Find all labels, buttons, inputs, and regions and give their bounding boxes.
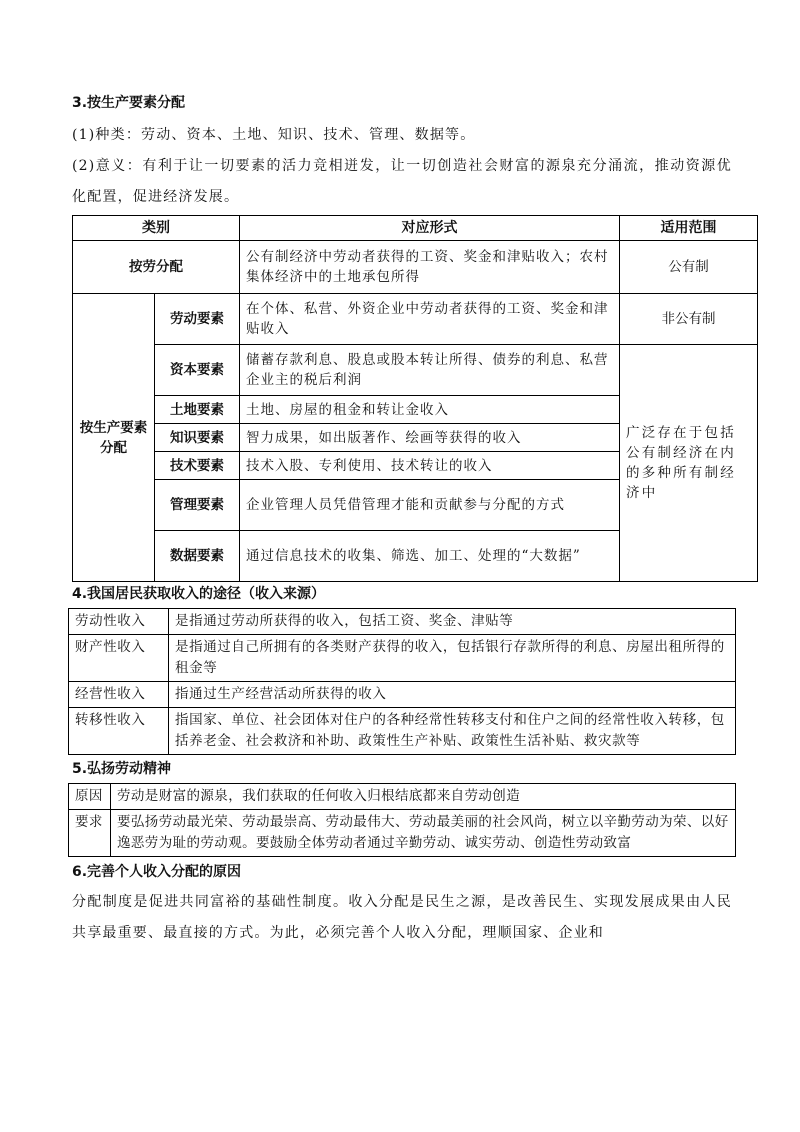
section6-heading: 6.完善个人收入分配的原因	[72, 864, 242, 880]
spirit-desc: 要弘扬劳动最光荣、劳动最崇高、劳动最伟大、劳动最美丽的社会风尚，树立以辛勤劳动为荣、以好逸恶劳为耻的劳动观。要鼓励全体劳动者通过辛勤劳动、诚实劳动、创造性劳动致富	[111, 810, 736, 857]
factor-form: 储蓄存款利息、股息或股本转让所得、债券的利息、私营企业主的税后利润	[240, 345, 620, 396]
factor-form: 在个体、私营、外资企业中劳动者获得的工资、奖金和津贴收入	[240, 294, 620, 345]
table-row	[69, 708, 736, 755]
factor-form: 通过信息技术的收集、筛选、加工、处理的“大数据”	[240, 531, 620, 582]
income-desc: 指国家、单位、社会团体对住户的各种经常性转移支付和住户之间的经常性收入转移，包括养老金、社会救济和补助、政策性生产补贴、政策性生活补贴、救灾款等	[169, 708, 736, 755]
other-factor-scope: 广泛存在于包括公有制经济在内的多种所有制经济中	[620, 345, 758, 582]
distribution-table	[72, 215, 758, 582]
factor-name: 知识要素	[155, 424, 240, 452]
table-row	[73, 345, 758, 396]
table-header-row	[73, 216, 758, 241]
income-type: 财产性收入	[69, 635, 169, 682]
table-row	[73, 294, 758, 345]
header-category: 类别	[73, 216, 240, 241]
factor-name: 技术要素	[155, 452, 240, 480]
income-desc: 指通过生产经营活动所获得的收入	[169, 682, 736, 708]
section3-meaning: (2)意义：有利于让一切要素的活力竞相迸发，让一切创造社会财富的源泉充分涌流，推动资源优化配置，促进经济发展。	[72, 158, 732, 205]
factor-form: 智力成果，如出版著作、绘画等获得的收入	[240, 424, 620, 452]
factor-name: 管理要素	[155, 480, 240, 531]
income-type: 经营性收入	[69, 682, 169, 708]
table-row	[69, 784, 736, 810]
table-row	[69, 609, 736, 635]
income-desc: 是指通过劳动所获得的收入，包括工资、奖金、津贴等	[169, 609, 736, 635]
factor-form: 技术入股、专利使用、技术转让的收入	[240, 452, 620, 480]
labor-distribution-label: 按劳分配	[73, 241, 240, 294]
factor-distribution-label: 按生产要素分配	[73, 294, 155, 582]
spirit-desc: 劳动是财富的源泉，我们获取的任何收入归根结底都来自劳动创造	[111, 784, 736, 810]
labor-factor-scope: 非公有制	[620, 294, 758, 345]
table-row	[73, 241, 758, 294]
spirit-type: 原因	[69, 784, 111, 810]
factor-name: 数据要素	[155, 531, 240, 582]
labor-distribution-scope: 公有制	[620, 241, 758, 294]
document-page	[72, 92, 736, 949]
factor-form: 企业管理人员凭借管理才能和贡献参与分配的方式	[240, 480, 620, 531]
income-type: 转移性收入	[69, 708, 169, 755]
income-source-table	[68, 608, 736, 755]
income-desc: 是指通过自己所拥有的各类财产获得的收入，包括银行存款所得的利息、房屋出租所得的租金等	[169, 635, 736, 682]
spirit-type: 要求	[69, 810, 111, 857]
labor-distribution-form: 公有制经济中劳动者获得的工资、奖金和津贴收入；农村集体经济中的土地承包所得	[240, 241, 620, 294]
labor-spirit-table	[68, 783, 736, 857]
factor-name: 资本要素	[155, 345, 240, 396]
table-row	[69, 810, 736, 857]
section5-heading: 5.弘扬劳动精神	[72, 761, 172, 777]
table-row	[69, 682, 736, 708]
section3-kinds: (1)种类：劳动、资本、土地、知识、技术、管理、数据等。	[72, 127, 476, 143]
section6-text: 分配制度是促进共同富裕的基础性制度。收入分配是民生之源，是改善民生、实现发展成果由人民共享最重要、最直接的方式。为此，必须完善个人收入分配，理顺国家、企业和	[72, 894, 732, 941]
income-type: 劳动性收入	[69, 609, 169, 635]
section4-heading: 4.我国居民获取收入的途径（收入来源）	[72, 586, 326, 602]
factor-form: 土地、房屋的租金和转让金收入	[240, 396, 620, 424]
section3-heading: 3.按生产要素分配	[72, 95, 186, 111]
header-form: 对应形式	[240, 216, 620, 241]
header-scope: 适用范围	[620, 216, 758, 241]
table-row	[69, 635, 736, 682]
factor-name: 土地要素	[155, 396, 240, 424]
factor-name: 劳动要素	[155, 294, 240, 345]
